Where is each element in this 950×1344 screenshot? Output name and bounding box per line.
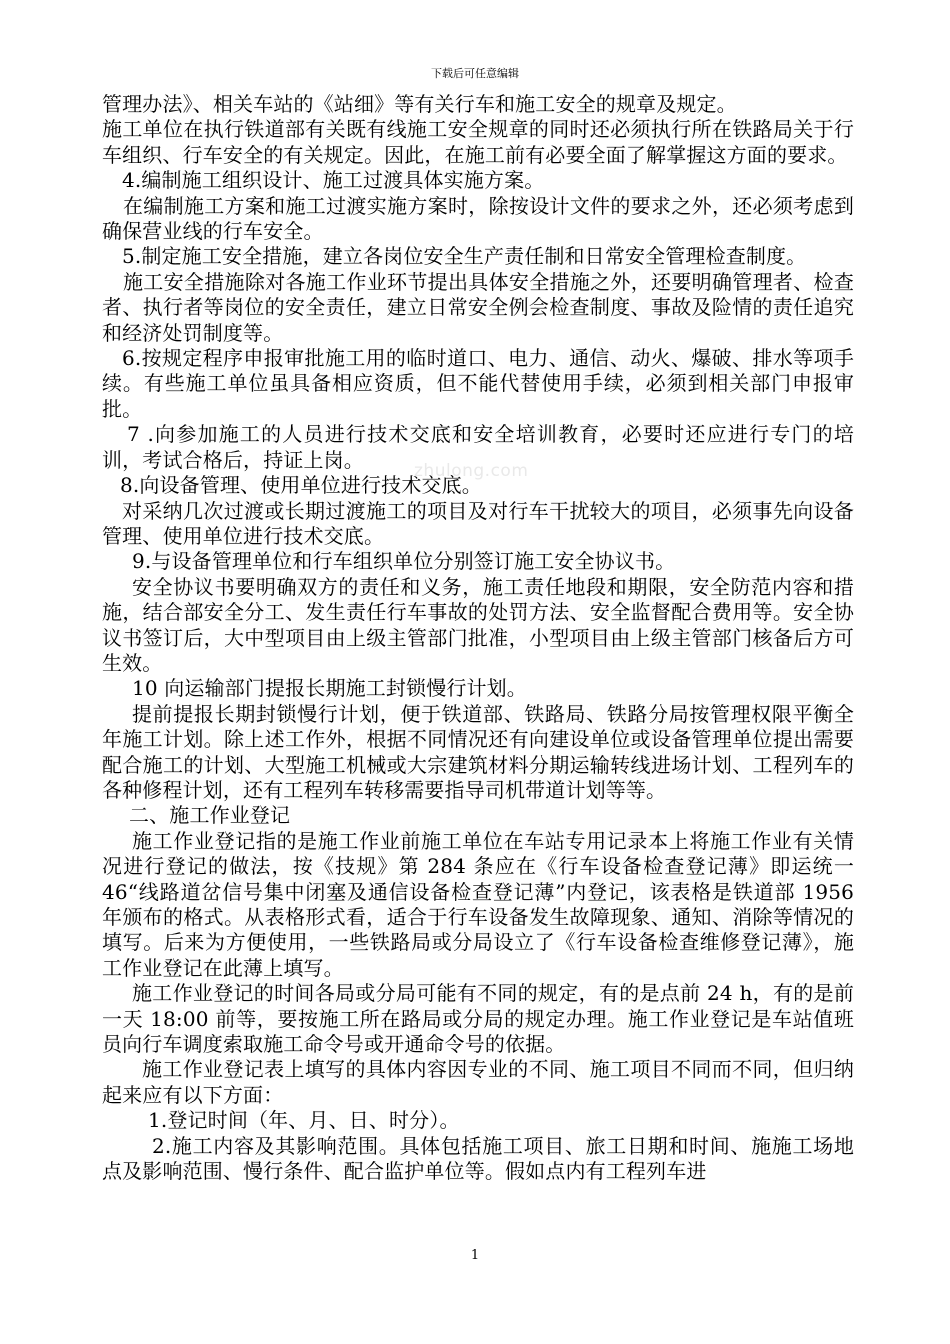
paragraph: 对采纳几次过渡或长期过渡施工的项目及对行车干扰较大的项目，必须事先向设备管理、使用单位进行技术交底。 bbox=[102, 498, 854, 548]
page-header: 下载后可任意编辑 bbox=[431, 67, 519, 80]
paragraph: 10 向运输部门提报长期施工封锁慢行计划。 bbox=[132, 676, 527, 701]
body-text bbox=[102, 92, 854, 1184]
watermark: zhulong.com bbox=[414, 461, 529, 481]
paragraph: 4.编制施工组织设计、施工过渡具体实施方案。 bbox=[122, 168, 545, 193]
paragraph: 7 .向参加施工的人员进行技术交底和安全培训教育，必要时还应进行专门的培训，考试合格后，持证上岗。 bbox=[102, 422, 854, 472]
paragraph: 施工安全措施除对各施工作业环节提出具体安全措施之外，还要明确管理者、检查者、执行者等岗位的安全责任，建立日常安全例会检查制度、事故及险情的责任追究和经济处罚制度等。 bbox=[102, 269, 854, 345]
paragraph: 5.制定施工安全措施，建立各岗位安全生产责任制和日常安全管理检查制度。 bbox=[122, 244, 807, 269]
paragraph: 安全协议书要明确双方的责任和义务，施工责任地段和期限，安全防范内容和措施，结合部安全分工、发生责任行车事故的处罚方法、安全监督配合费用等。安全协议书签订后，大中型项目由上级主管部门批准，小型项目由上级主管部门核备后方可生效。 bbox=[102, 574, 854, 675]
paragraph: 6.按规定程序申报审批施工用的临时道口、电力、通信、动火、爆破、排水等项手续。有些施工单位虽具备相应资质，但不能代替使用手续，必须到相关部门申报审批。 bbox=[102, 346, 854, 421]
paragraph: 施工作业登记指的是施工作业前施工单位在车站专用记录本上将施工作业有关情况进行登记的做法，按《技规》第 284 条应在《行车设备检查登记薄》即运统一 46“线路道岔信号集中闭塞及通信设备检查登记薄”内登记，该表格是铁道部 1956 年颁布的格式。从表格形式看，适合于行车设备发生故障现象、通知、消除等情况的填写。后来为方便使用，一些铁路局或分局设立了《行车设备检查维修登记薄》，施工作业登记在此薄上填写。 bbox=[102, 828, 854, 980]
page-number: 1 bbox=[470, 1248, 480, 1263]
paragraph: 在编制施工方案和施工过渡实施方案时，除按设计文件的要求之外，还必须考虑到确保营业线的行车安全。 bbox=[102, 193, 854, 244]
paragraph: 施工作业登记的时间各局或分局可能有不同的规定，有的是点前 24 h，有的是前一天 18:00 前等，要按施工所在路局或分局的规定办理。施工作业登记是车站值班员向行车调度索取施工命令号或开通命令号的依据。 bbox=[102, 981, 854, 1057]
paragraph: 9.与设备管理单位和行车组织单位分别签订施工安全协议书。 bbox=[132, 549, 676, 574]
paragraph: 施工作业登记表上填写的具体内容因专业的不同、施工项目不同而不同，但归纳起来应有以下方面： bbox=[102, 1057, 854, 1107]
section-heading: 二、施工作业登记 bbox=[129, 803, 291, 828]
paragraph: 1.登记时间（年、月、日、时分）。 bbox=[148, 1108, 460, 1133]
paragraph: 提前提报长期封锁慢行计划，便于铁道部、铁路局、铁路分局按管理权限平衡全年施工计划。除上述工作外，根据不同情况还有向建设单位或设备管理单位提出需要配合施工的计划、大型施工机械或大宗建筑材料分期运输转线进场计划、工程列车的各种修程计划，还有工程列车转移需要指导司机带道计划等等。 bbox=[102, 701, 854, 802]
paragraph: 2.施工内容及其影响范围。具体包括施工项目、旅工日期和时间、施施工场地点及影响范围、慢行条件、配合监护单位等。假如点内有工程列车进 bbox=[102, 1133, 854, 1184]
paragraph: 8.向设备管理、使用单位进行技术交底。 bbox=[120, 473, 482, 498]
paragraph: 管理办法》、相关车站的《站细》等有关行车和施工安全的规章及规定。 bbox=[102, 92, 737, 116]
paragraph: 施工单位在执行铁道部有关既有线施工安全规章的同时还必须执行所在铁路局关于行车组织、行车安全的有关规定。因此，在施工前有必要全面了解掌握这方面的要求。 bbox=[102, 117, 854, 167]
